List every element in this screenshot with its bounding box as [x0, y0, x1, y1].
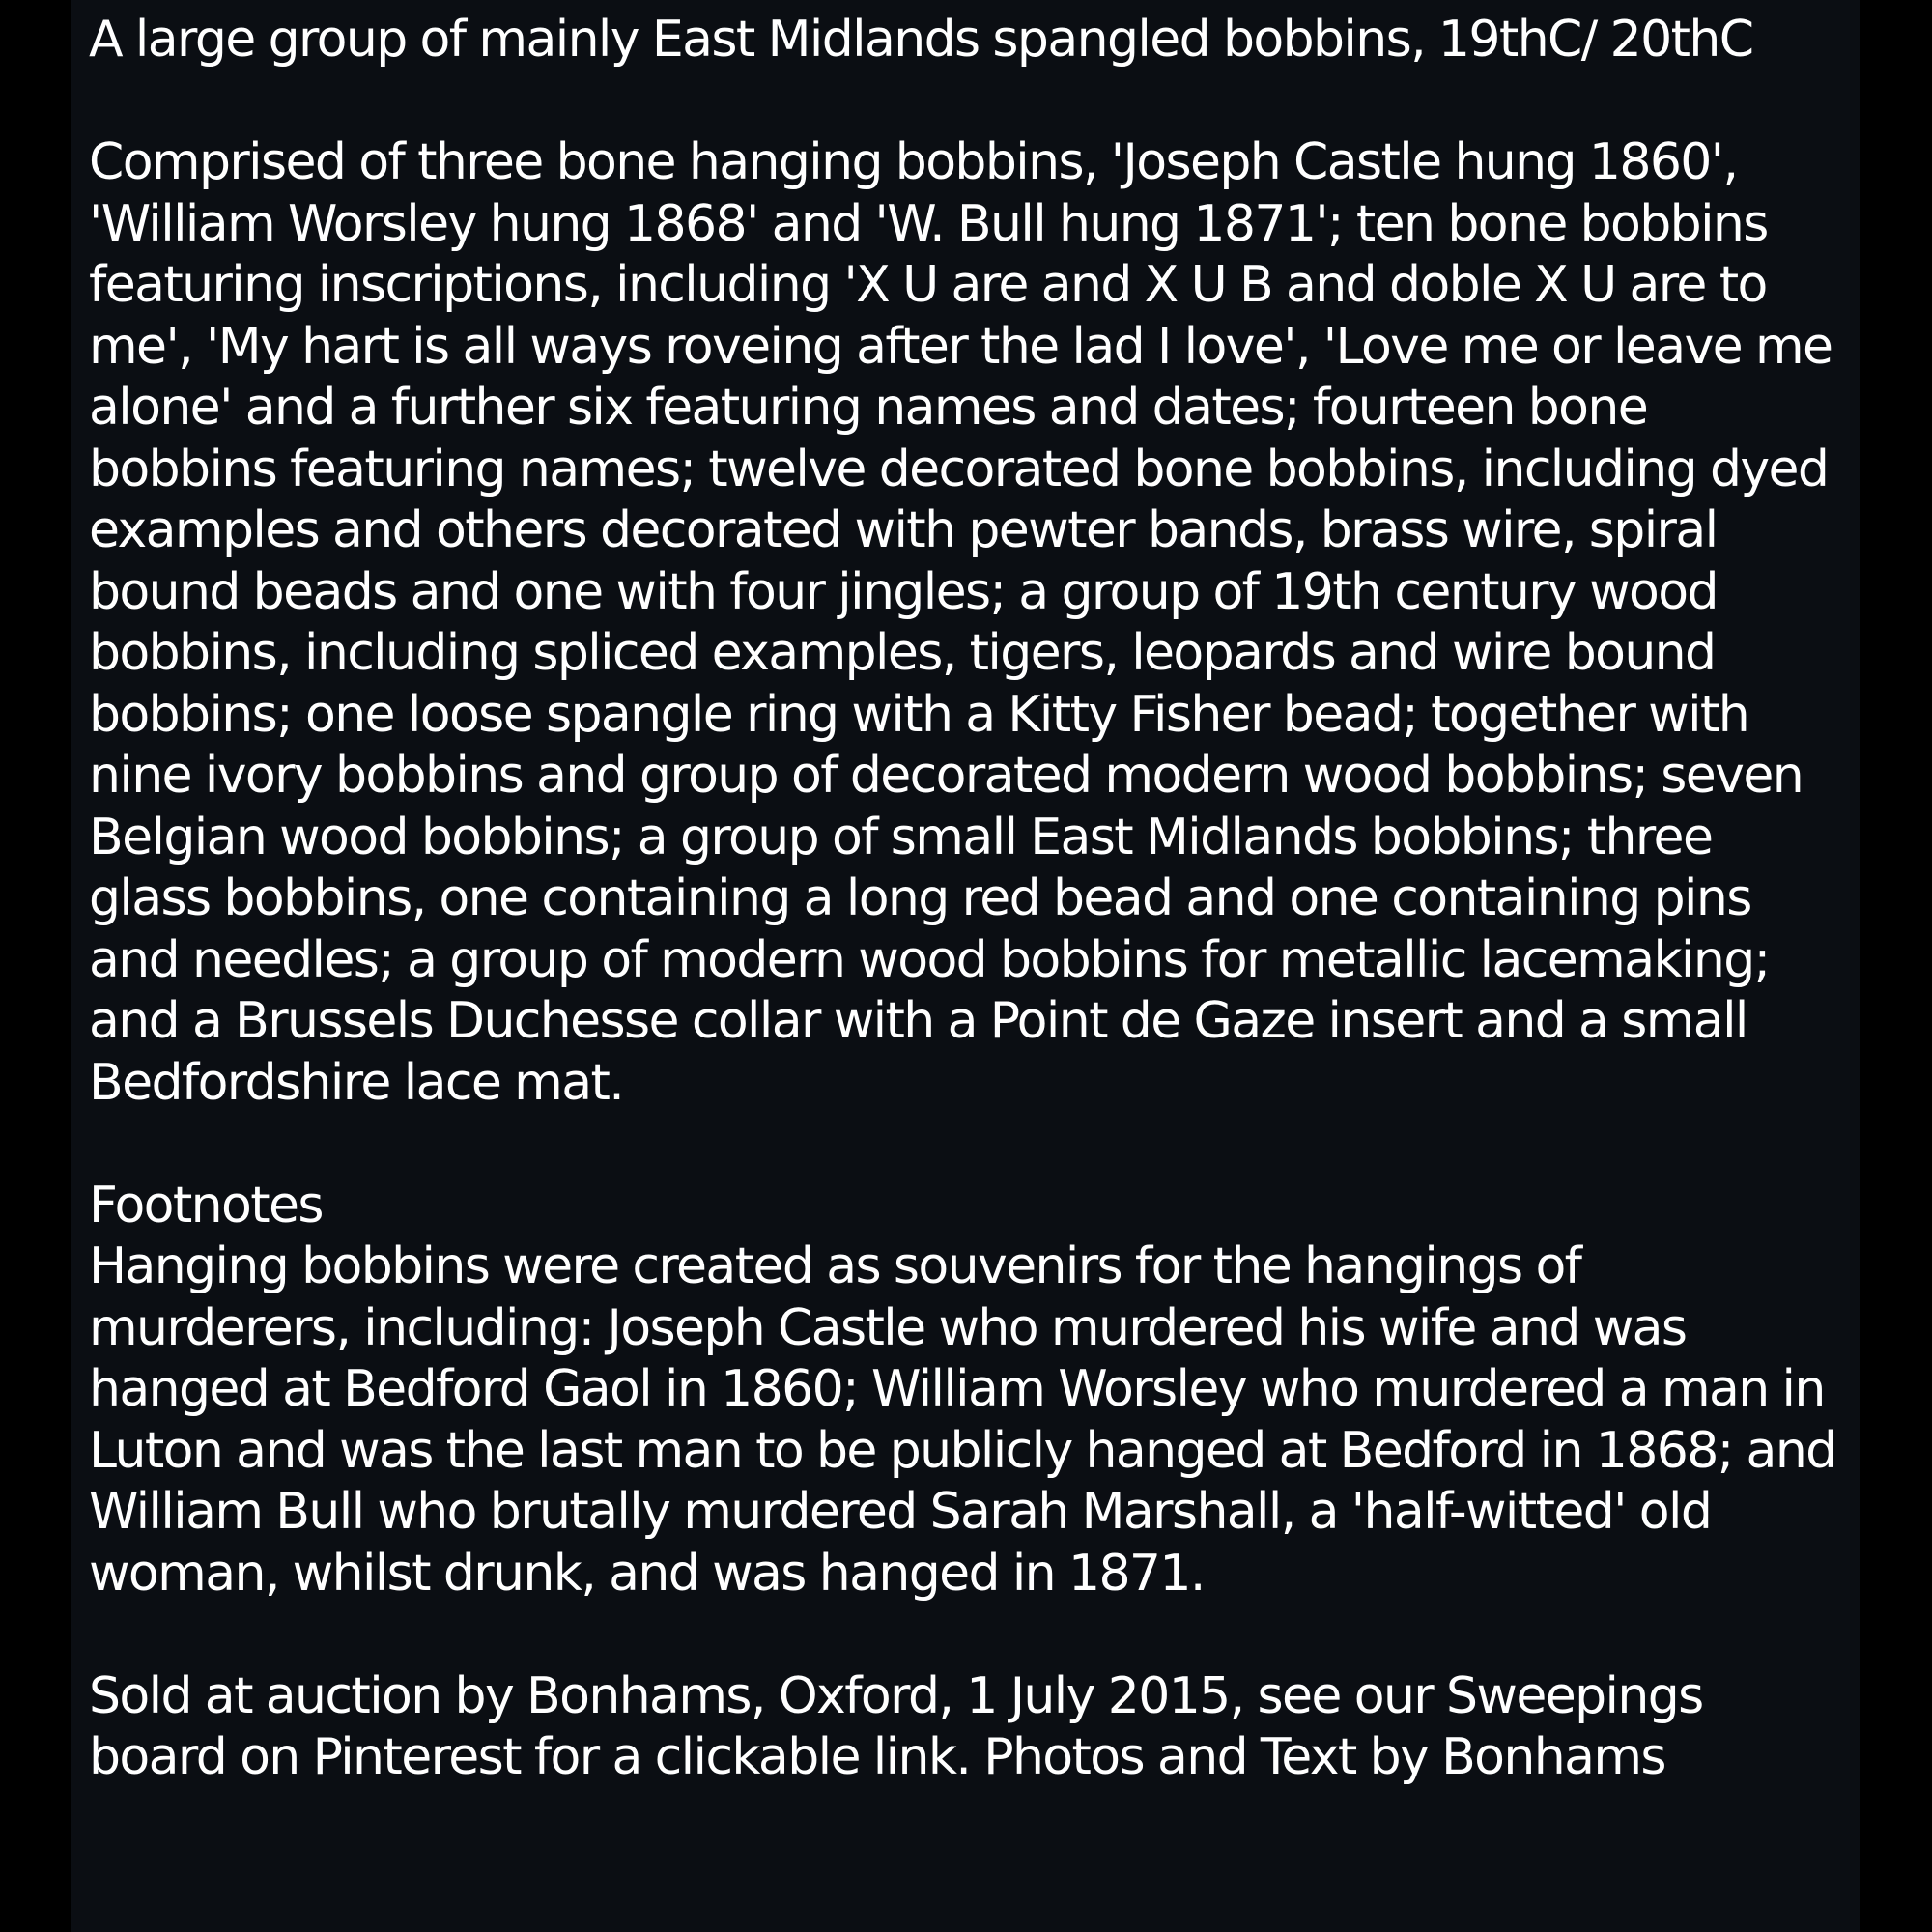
footnotes-heading: Footnotes [89, 1176, 323, 1235]
paragraph-spacer [89, 1605, 1842, 1666]
footnotes-text: Hanging bobbins were created as souvenirs for the hangings of murderers, including: Joseph Castle who murdered his wife and was hanged at Bedford Gaol in 1860; William Worsley who murdered a man in Luton and was the last man to be publicly hanged at Bedford in 1868; and William Bull who brutally murdered Sarah Marshall, a 'half-witted' old woman, whilst drunk, and was hanged in 1871. [89, 1237, 1836, 1603]
text-panel [71, 0, 1860, 1932]
post-title: A large group of mainly East Midlands spangled bobbins, 19thC/ 20thC [89, 11, 1753, 69]
paragraph-spacer [89, 1114, 1842, 1176]
paragraph-spacer [89, 71, 1842, 133]
post-description: Comprised of three bone hanging bobbins, 'Joseph Castle hung 1860', 'William Worsley hung 1868' and 'W. Bull hung 1871'; ten bone bobbins featuring inscriptions, including 'X U are and X U B and doble X U are to me', 'My hart is all ways roveing after the lad I love', 'Love me or leave me alone' and a further six featuring names and dates; fourteen bone bobbins featuring names; twelve decorated bone bobbins, including dyed examples and others decorated with pewter bands, brass wire, spiral bound beads and one with four jingles; a group of 19th century wood bobbins, including spliced examples, tigers, leopards and wire bound bobbins; one loose spangle ring with a Kitty Fisher bead; together with nine ivory bobbins and group of decorated modern wood bobbins; seven Belgian wood bobbins; a group of small East Midlands bobbins; three glass bobbins, one containing a long red bead and one containing pins and needles; a group of modern wood bobbins for metallic lacemaking; and a Brussels Duchesse collar with a Point de Gaze insert and a small Bedfordshire lace mat. [89, 133, 1833, 1112]
credit-text: Sold at auction by Bonhams, Oxford, 1 July 2015, see our Sweepings board on Pinterest for a clickable link. Photos and Text by Bonhams [89, 1666, 1703, 1786]
